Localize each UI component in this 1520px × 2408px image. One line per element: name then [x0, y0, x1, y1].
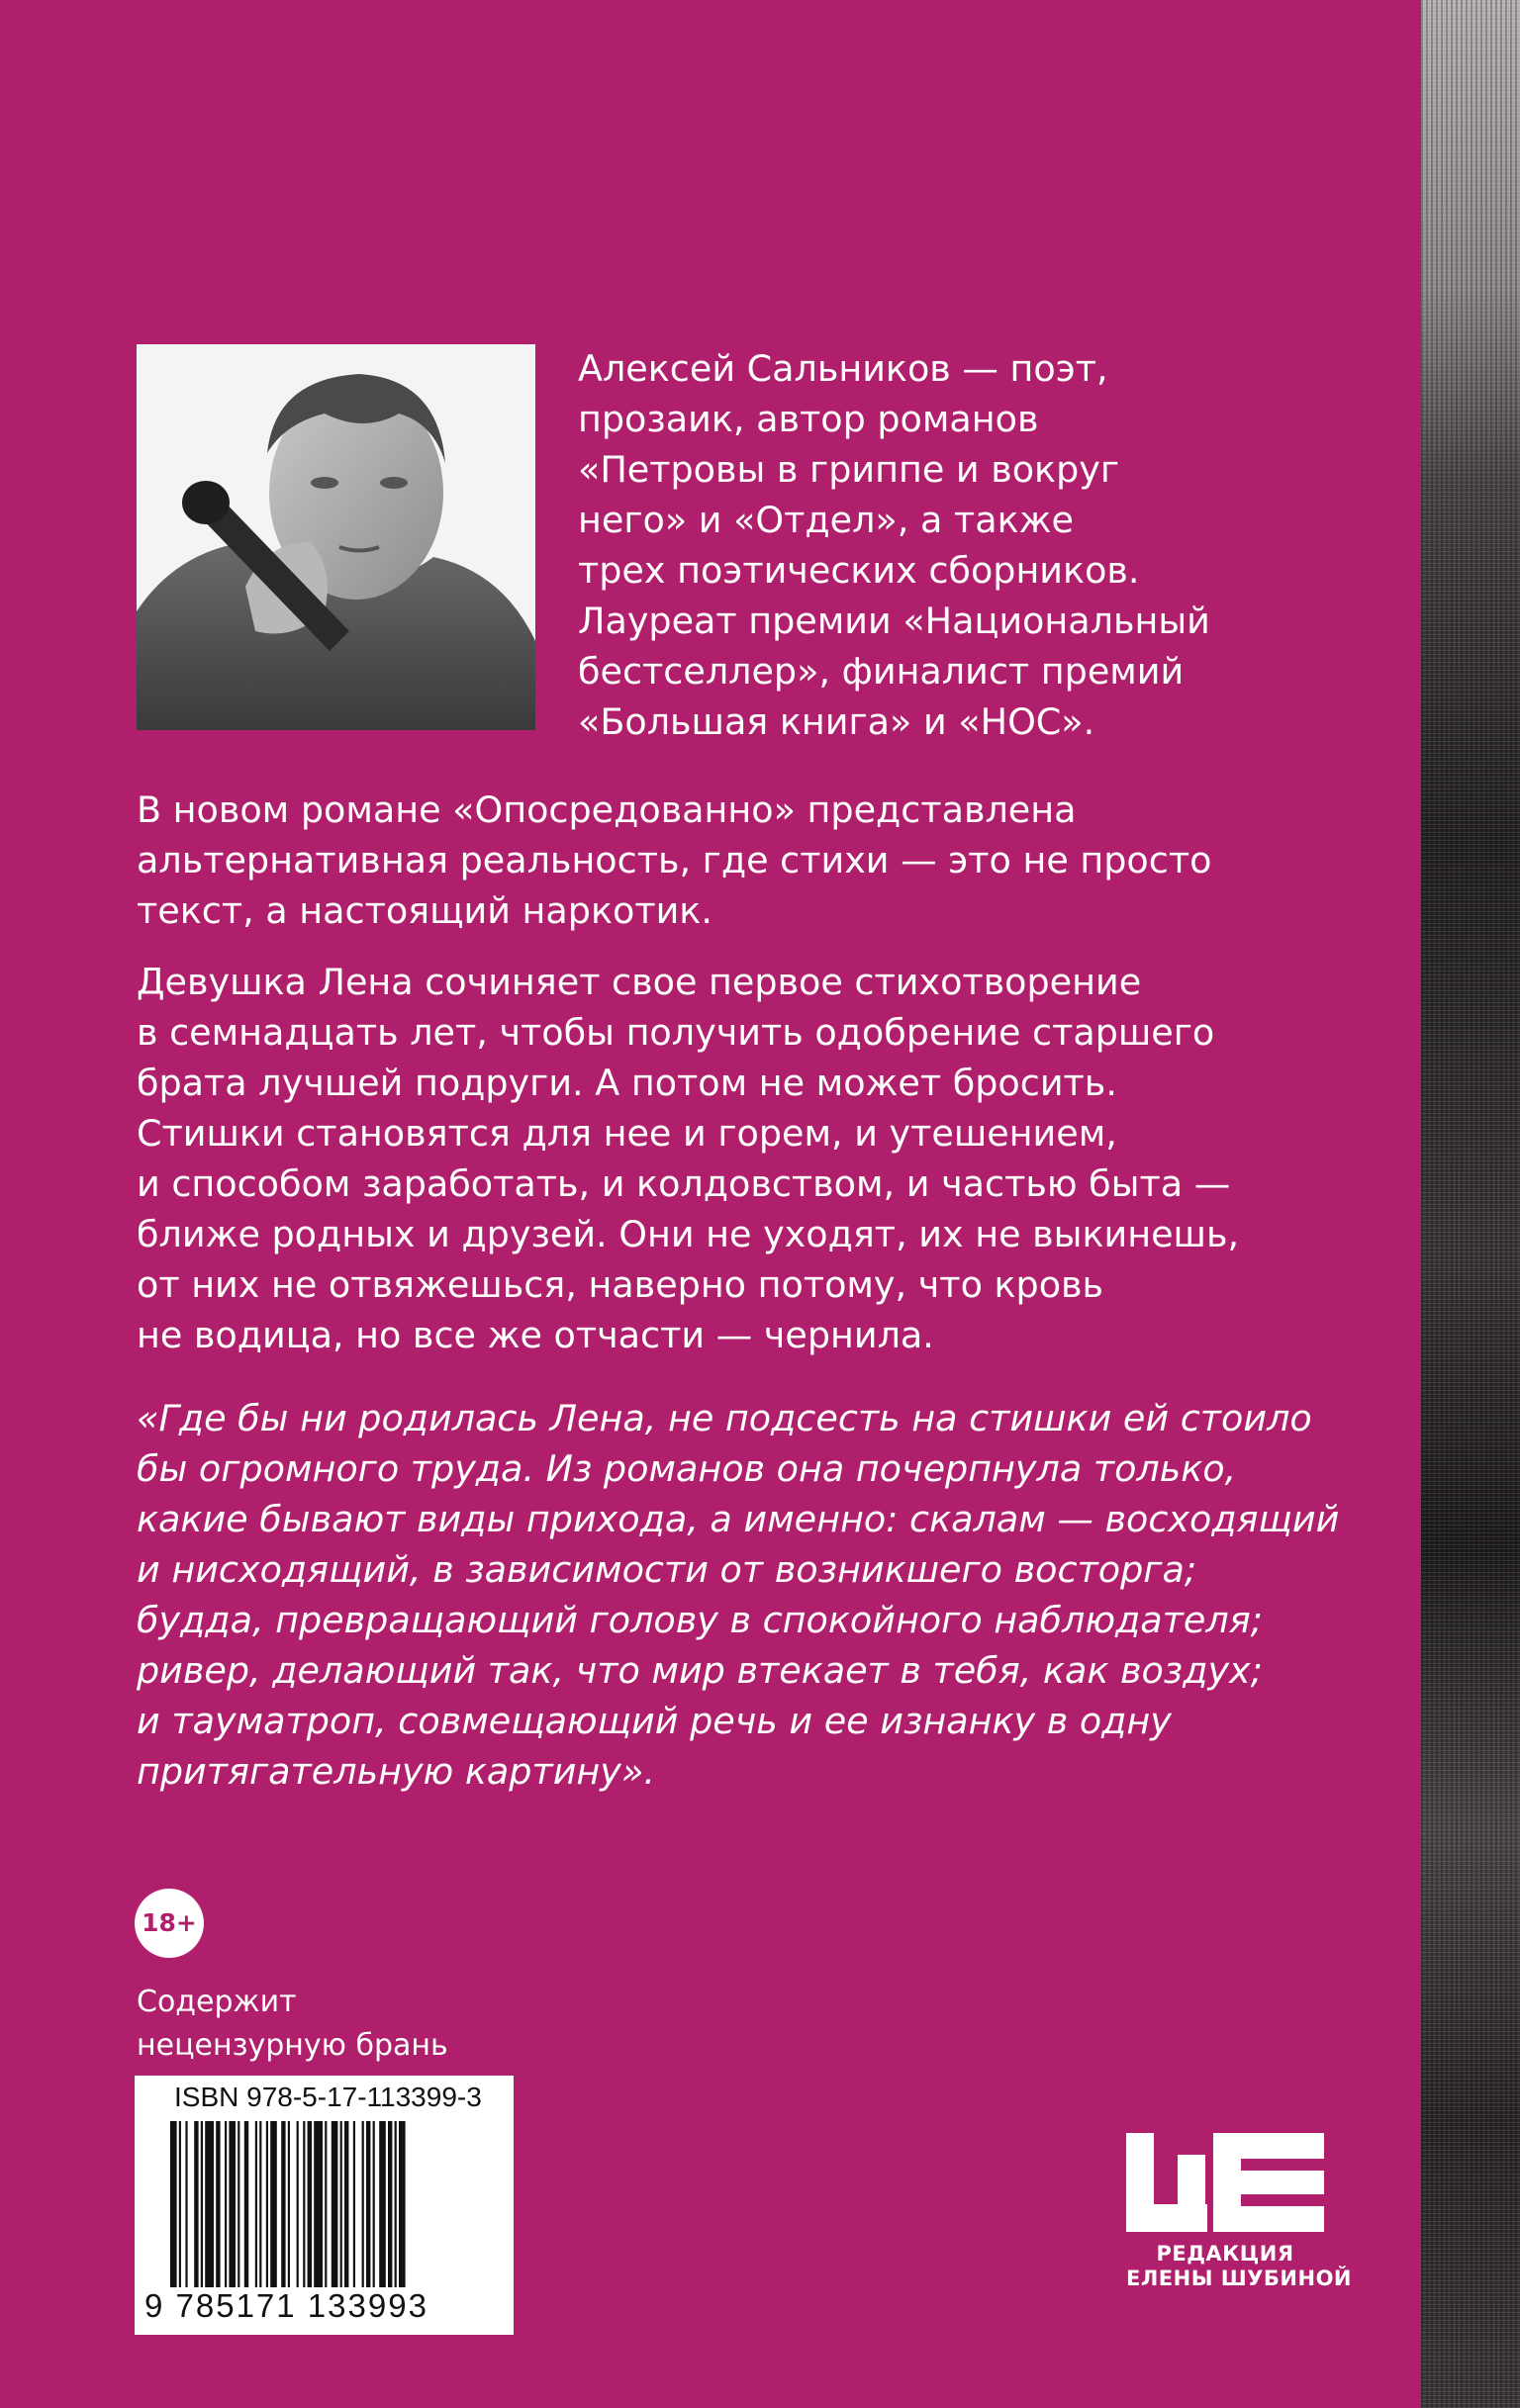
barcode [135, 2076, 514, 2335]
paragraph-line: Девушка Лена сочиняет свое первое стихотворение [137, 961, 1142, 1003]
bio-line: него» и «Отдел», а также [578, 499, 1074, 541]
warning-line: нецензурную брань [137, 2028, 448, 2063]
publisher-logo [1126, 2133, 1352, 2291]
bio-line: Лауреат премии «Национальный [578, 600, 1210, 642]
quote-line: «Где бы ни родилась Лена, не подсесть на стишки ей стоило [137, 1397, 1312, 1439]
description-paragraph-1 [137, 785, 1393, 936]
paragraph-line: текст, а настоящий наркотик. [137, 889, 712, 932]
paragraph-line: альтернативная реальность, где стихи — это не просто [137, 839, 1212, 881]
bio-line: трех поэтических сборников. [578, 549, 1140, 592]
author-portrait-image [137, 344, 535, 730]
quote-line: будда, превращающий голову в спокойного наблюдателя; [137, 1599, 1263, 1641]
quote-line: бы огромного труда. Из романов она почерпнула только, [137, 1447, 1237, 1490]
ean-digits: 9 785171 133993 [144, 2287, 428, 2324]
paragraph-line: В новом романе «Опосредованно» представлена [137, 788, 1077, 831]
bio-line: «Петровы в гриппе и вокруг [578, 448, 1120, 491]
quote-line: притягательную картину». [137, 1750, 656, 1793]
publisher-mark-icon [1126, 2133, 1324, 2238]
paragraph-line: Стишки становятся для нее и горем, и утешением, [137, 1112, 1117, 1155]
bio-line: бестселлер», финалист премий [578, 650, 1185, 693]
quote-line: и тауматроп, совмещающий речь и ее изнанку в одну [137, 1700, 1172, 1742]
author-photo [137, 344, 535, 730]
paragraph-line: ближе родных и друзей. Они не уходят, их не выкинешь, [137, 1213, 1240, 1255]
author-bio [578, 343, 1370, 747]
quote-line: какие бывают виды прихода, а именно: скалам — восходящий [137, 1498, 1340, 1540]
paragraph-line: от них не отвяжешься, наверно потому, что кровь [137, 1263, 1104, 1306]
paragraph-line: в семнадцать лет, чтобы получить одобрение старшего [137, 1011, 1215, 1054]
barcode-bars-icon [170, 2121, 487, 2287]
publisher-name: ЕЛЕНЫ ШУБИНОЙ [1126, 2267, 1352, 2290]
isbn-label: ISBN 978-5-17-113399-3 [174, 2082, 482, 2112]
spine-edge [1421, 0, 1520, 2408]
bio-line: «Большая книга» и «НОС». [578, 700, 1095, 743]
paragraph-line: не водица, но все же отчасти — чернила. [137, 1314, 934, 1356]
quote-line: ривер, делающий так, что мир втекает в тебя, как воздух; [137, 1649, 1263, 1692]
age-rating-badge: 18+ [135, 1889, 204, 1958]
warning-line: Содержит [137, 1985, 297, 2019]
description-paragraph-2 [137, 957, 1393, 1360]
publisher-name: РЕДАКЦИЯ [1156, 2242, 1294, 2266]
bio-line: Алексей Сальников — поэт, [578, 347, 1108, 390]
bio-line: прозаик, автор романов [578, 398, 1039, 440]
content-warning [137, 1981, 448, 2068]
paragraph-line: брата лучшей подруги. А потом не может бросить. [137, 1062, 1117, 1104]
quote-line: и нисходящий, в зависимости от возникшего восторга; [137, 1548, 1197, 1591]
book-excerpt-quote [137, 1393, 1403, 1797]
paragraph-line: и способом заработать, и колдовством, и частью быта — [137, 1162, 1231, 1205]
